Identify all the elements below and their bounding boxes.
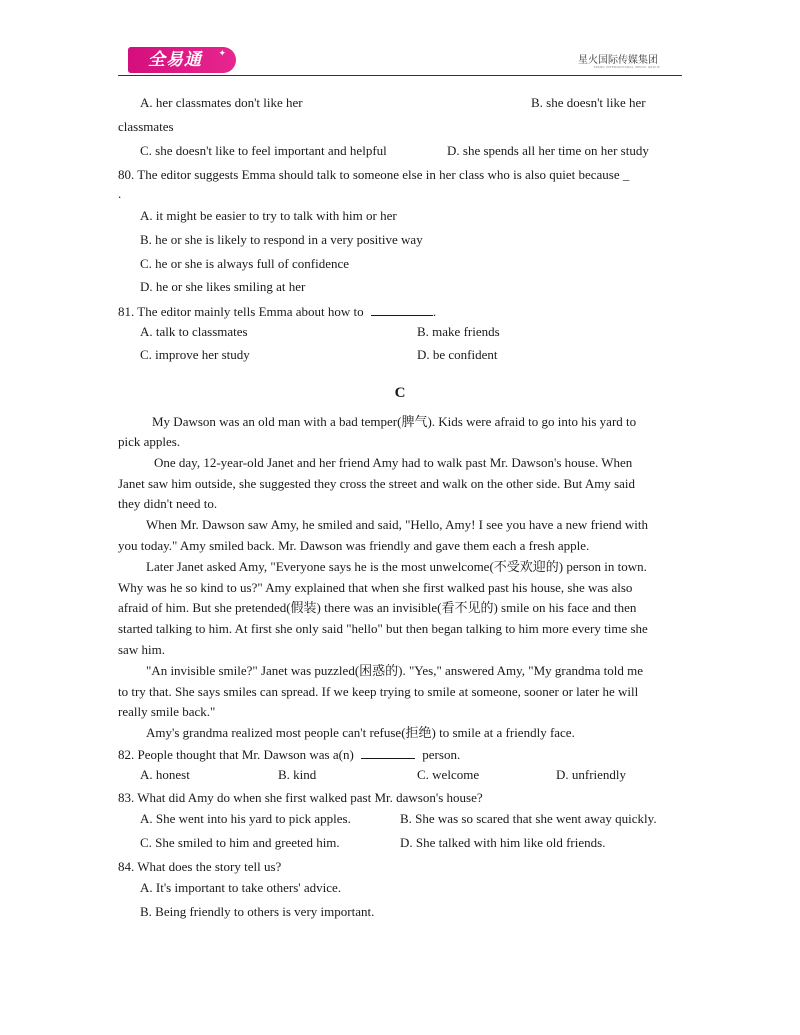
passage-line: afraid of him. But she pretended(假装) there was an invisible(看不见的) smile on his face and then [118,600,637,615]
passage-line: When Mr. Dawson saw Amy, he smiled and said, "Hello, Amy! I see you have a new friend with [146,517,648,532]
star-icon: ✦ [218,49,226,59]
passage-line: Why was he so kind to us?" Amy explained that when she first walked past his house, she was also [118,580,633,595]
passage-line: Later Janet asked Amy, "Everyone says he is the most unwelcome(不受欢迎的) person in town. [146,559,647,574]
q80-stem: 80. The editor suggests Emma should talk to someone else in her class who is also quiet because _ [118,167,630,182]
q83-option-a: A. She went into his yard to pick apples. [140,811,351,826]
q81-stem-end: . [432,304,437,319]
q79-option-d: D. she spends all her time on her study [447,143,649,158]
q84-stem: 84. What does the story tell us? [118,859,282,874]
publisher-subtitle: SPARK INTERNATIONAL MEDIA GROUP [593,65,660,69]
logo-text: 全易通 [148,50,202,70]
q81-stem [118,303,436,320]
q80-option-a: A. it might be easier to try to talk with him or her [140,208,397,223]
q82-option-a: A. honest [140,767,190,782]
passage-line: My Dawson was an old man with a bad temper(脾气). Kids were afraid to go into his yard to [152,414,637,429]
q83-option-c: C. She smiled to him and greeted him. [140,835,340,850]
q80-option-d: D. he or she likes smiling at her [140,279,306,294]
passage-line: One day, 12-year-old Janet and her friend Amy had to walk past Mr. Dawson's house. When [154,455,633,470]
header-divider [118,75,682,76]
q83-option-d: D. She talked with him like old friends. [400,835,606,850]
publisher-name: 星火国际传媒集团 [578,55,658,66]
q79-option-a: A. her classmates don't like her [140,95,303,110]
q81-option-b: B. make friends [417,324,500,339]
passage-line: they didn't need to. [118,496,218,511]
q81-option-a: A. talk to classmates [140,324,248,339]
passage-line: really smile back." [118,704,216,719]
q84-option-a: A. It's important to take others' advice. [140,880,342,895]
q82-stem-text: 82. People thought that Mr. Dawson was a(n) [118,747,354,762]
q80-option-b: B. he or she is likely to respond in a very positive way [140,232,423,247]
passage-line: "An invisible smile?" Janet was puzzled(困惑的). "Yes," answered Amy, "My grandma told me [146,663,643,678]
section-heading: C [394,385,406,401]
page-header [118,44,682,76]
q79-option-b: B. she doesn't like her [531,95,646,110]
q79-option-c: C. she doesn't like to feel important and helpful [140,143,387,158]
passage-line: saw him. [118,642,165,657]
q79-option-b-cont: classmates [118,119,174,134]
q80-option-c: C. he or she is always full of confidence [140,256,350,271]
q81-stem-text: 81. The editor mainly tells Emma about how to [118,304,364,319]
q84-option-b: B. Being friendly to others is very important. [140,904,375,919]
answer-blank [361,746,415,759]
q82-option-c: C. welcome [417,767,480,782]
q83-stem: 83. What did Amy do when she first walked past Mr. dawson's house? [118,790,483,805]
q82-stem-end: person. [422,747,461,762]
answer-blank [371,303,433,316]
q80-stem-cont: . [118,186,122,201]
q82-option-b: B. kind [278,767,317,782]
q82-option-d: D. unfriendly [556,767,627,782]
brand-logo [128,47,236,73]
passage-line: Amy's grandma realized most people can't refuse(拒绝) to smile at a friendly face. [146,725,575,740]
q82-stem [118,746,460,763]
q81-option-c: C. improve her study [140,347,250,362]
passage-line: started talking to him. At first she only said "hello" but then began talking to him more every time she [118,621,648,636]
passage-line: pick apples. [118,434,181,449]
q83-option-b: B. She was so scared that she went away quickly. [400,811,657,826]
passage-line: to try that. She says smiles can spread. If we keep trying to smile at someone, sooner or later he will [118,684,639,699]
passage-line: you today." Amy smiled back. Mr. Dawson was friendly and gave them each a fresh apple. [118,538,590,553]
q81-option-d: D. be confident [417,347,498,362]
passage-line: Janet saw him outside, she suggested they cross the street and walk on the other side. But Amy said [118,476,636,491]
